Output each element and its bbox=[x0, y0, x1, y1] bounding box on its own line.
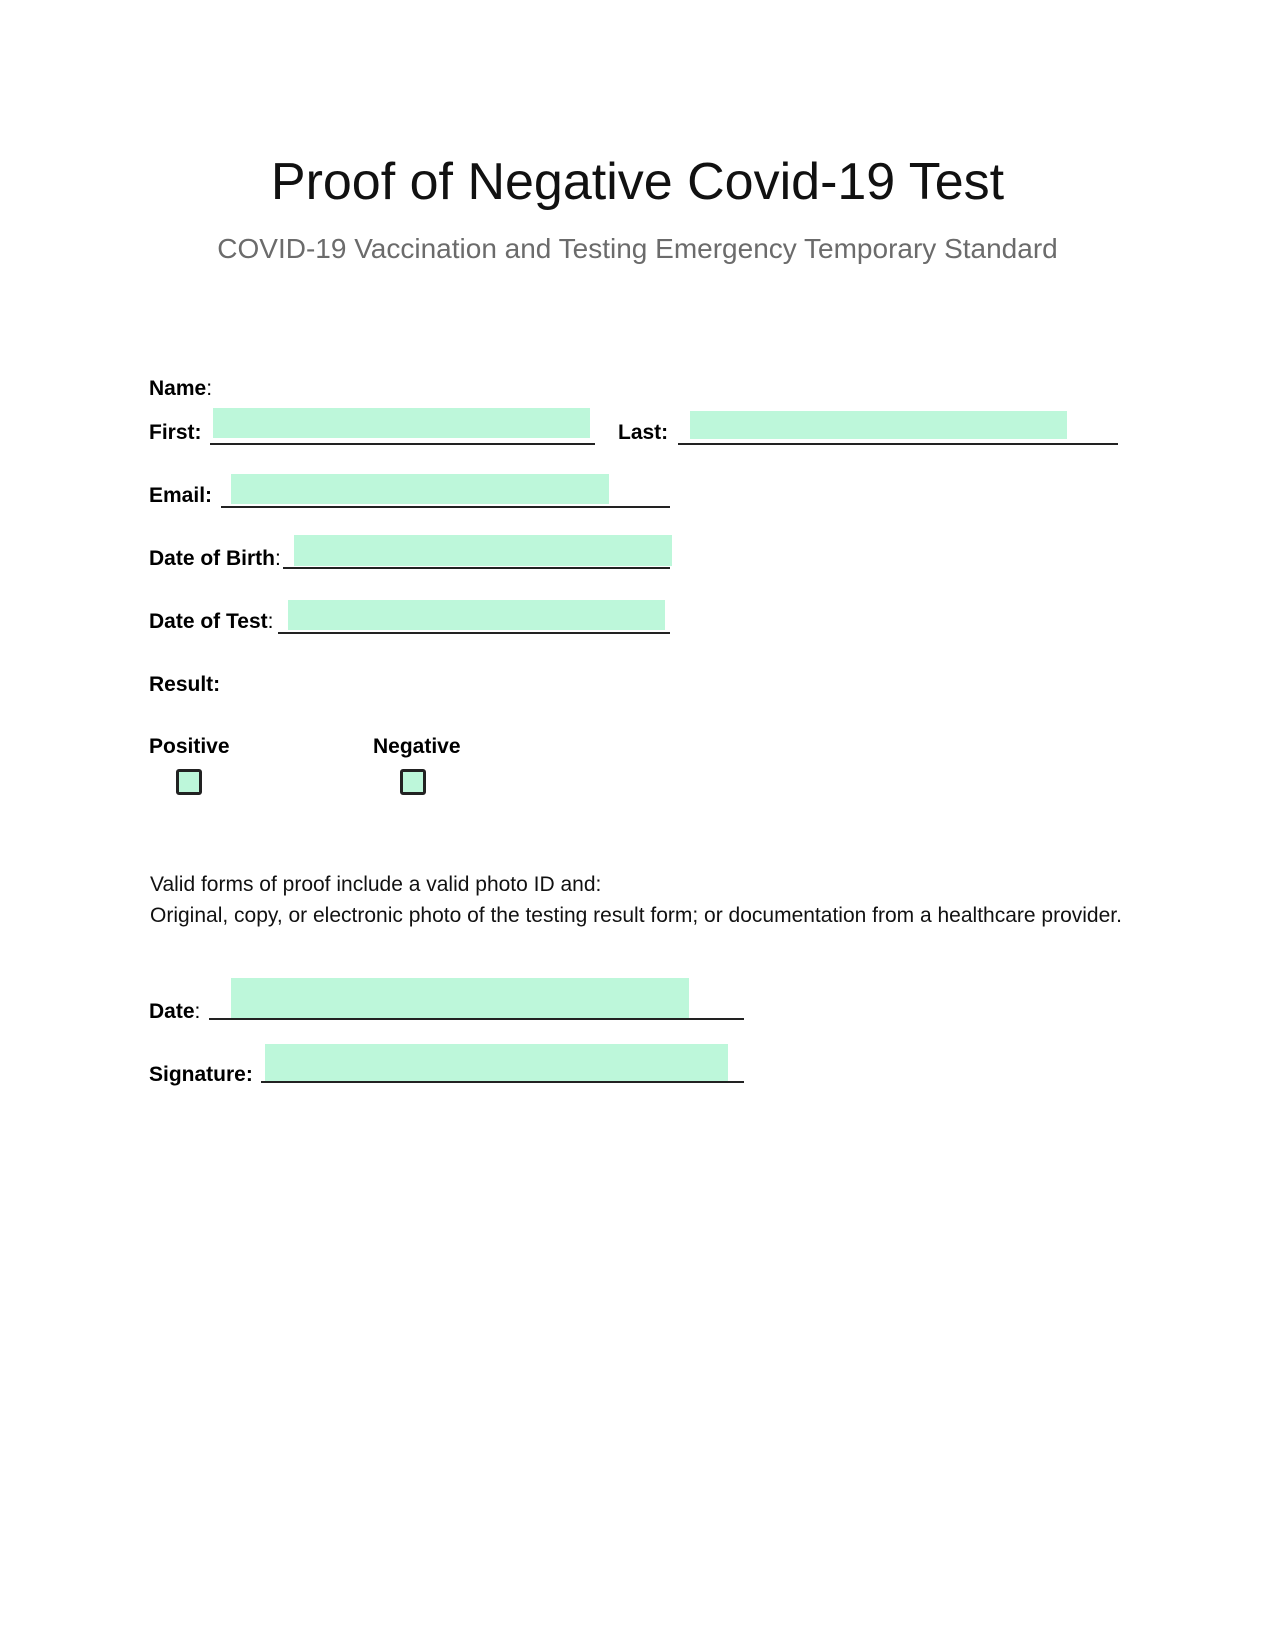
negative-checkbox[interactable] bbox=[400, 769, 426, 795]
signature-underline bbox=[261, 1081, 744, 1083]
first-name-input[interactable] bbox=[213, 408, 590, 438]
date-of-test-input[interactable] bbox=[288, 600, 665, 630]
negative-label-text: Negative bbox=[373, 735, 461, 758]
email-input[interactable] bbox=[231, 474, 609, 504]
test-date-label bbox=[149, 609, 273, 635]
dob-label bbox=[149, 546, 281, 572]
name-label: Name bbox=[149, 377, 207, 400]
dob-label-text: Date of Birth bbox=[149, 547, 275, 570]
test-date-underline bbox=[278, 632, 670, 634]
dob-colon: : bbox=[275, 547, 281, 570]
document-subtitle: COVID-19 Vaccination and Testing Emergency Temporary Standard bbox=[217, 233, 1058, 264]
signature-label-text: Signature: bbox=[149, 1063, 253, 1086]
email-label bbox=[149, 483, 212, 509]
date-underline bbox=[209, 1018, 744, 1020]
first-name-underline bbox=[210, 443, 595, 445]
proof-note-line-1: Valid forms of proof include a valid photo ID and: bbox=[150, 873, 602, 896]
signature-label bbox=[149, 1062, 253, 1088]
last-name-input[interactable] bbox=[690, 411, 1067, 439]
dob-underline bbox=[283, 567, 670, 569]
name-heading bbox=[149, 376, 212, 402]
email-label-text: Email: bbox=[149, 484, 213, 507]
last-name-label-text: Last: bbox=[618, 421, 669, 444]
negative-label bbox=[373, 734, 461, 760]
email-underline bbox=[221, 506, 670, 508]
result-label bbox=[149, 672, 220, 698]
date-label-text: Date bbox=[149, 1000, 195, 1023]
positive-checkbox[interactable] bbox=[176, 769, 202, 795]
last-name-label bbox=[618, 420, 668, 446]
test-date-colon: : bbox=[267, 610, 274, 633]
result-label-text: Result: bbox=[149, 673, 221, 696]
proof-note-line-2: Original, copy, or electronic photo of the testing result form; or documentation from a healthcare provider. bbox=[150, 904, 1122, 927]
date-colon: : bbox=[194, 1000, 201, 1023]
last-name-underline bbox=[678, 443, 1118, 445]
signature-input[interactable] bbox=[265, 1044, 728, 1081]
positive-label bbox=[149, 734, 230, 760]
first-name-label-text: First: bbox=[149, 421, 202, 444]
test-date-label-text: Date of Test bbox=[149, 610, 268, 633]
date-of-birth-input[interactable] bbox=[294, 535, 672, 566]
document-title: Proof of Negative Covid-19 Test bbox=[270, 153, 1005, 211]
first-name-label bbox=[149, 420, 202, 446]
date-label bbox=[149, 999, 200, 1025]
date-input[interactable] bbox=[231, 978, 689, 1018]
name-colon: : bbox=[206, 377, 213, 400]
positive-label-text: Positive bbox=[149, 735, 230, 758]
